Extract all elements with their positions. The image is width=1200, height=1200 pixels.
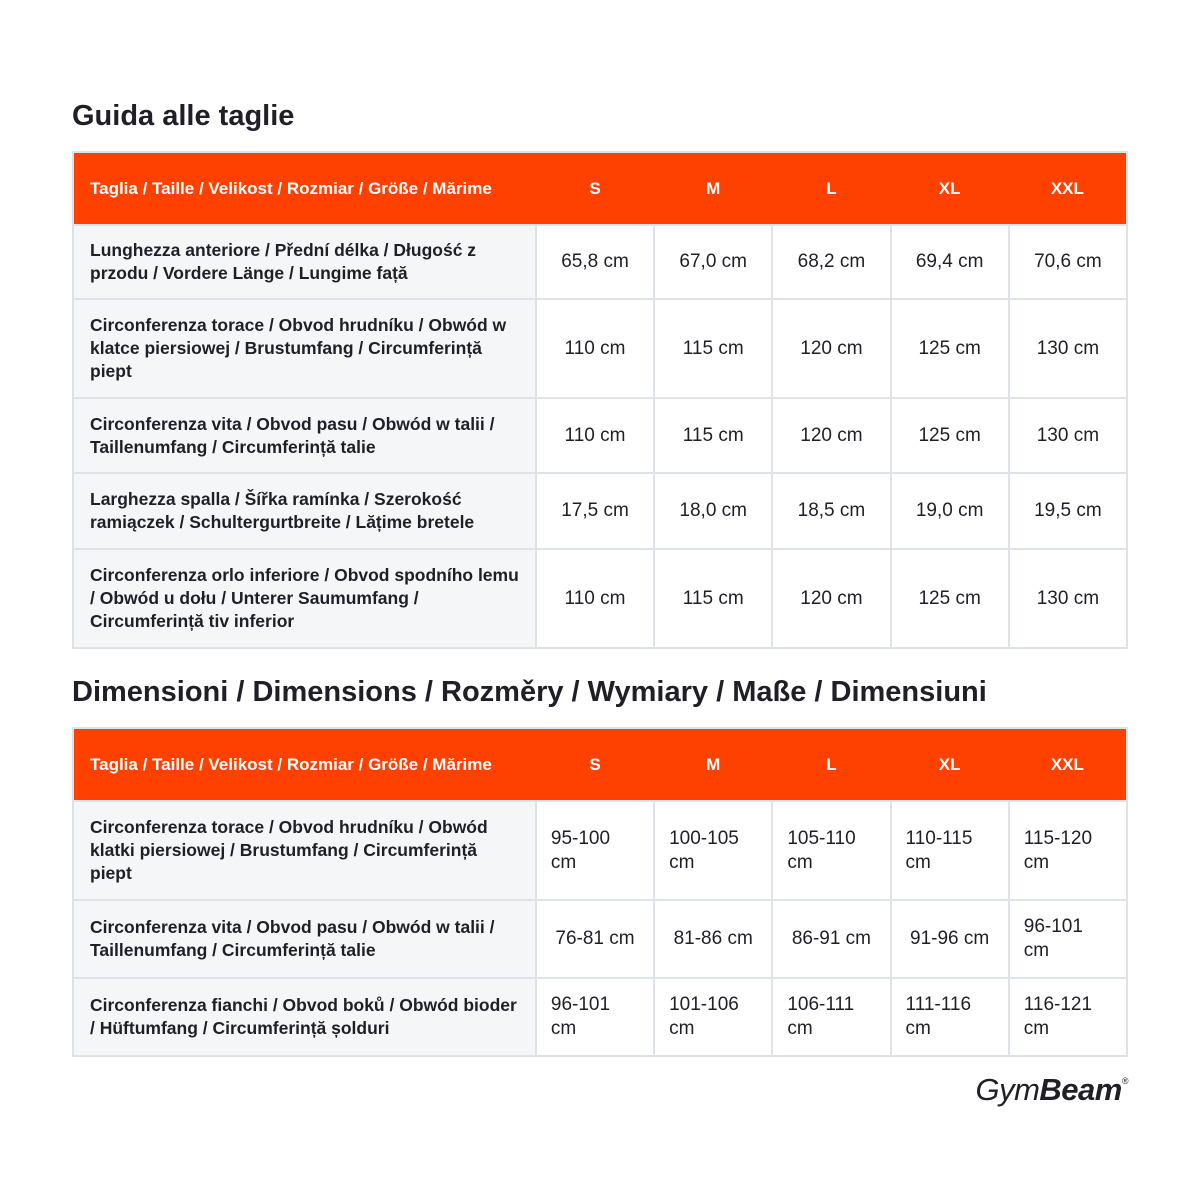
- header-size-s: S: [536, 152, 654, 225]
- size-guide-title: Guida alle taglie: [72, 100, 295, 132]
- cell-value: 115 cm: [654, 398, 772, 473]
- row-label: Circonferenza torace / Obvod hrudníku / Obwód klatki piersiowej / Brustumfang / Circumferință piept: [73, 801, 536, 900]
- header-size-xxl: XXL: [1009, 152, 1127, 225]
- cell-value: 96-101 cm: [536, 978, 654, 1056]
- size-guide-table: [72, 151, 1128, 649]
- row-label: Circonferenza vita / Obvod pasu / Obwód w talii / Taillenumfang / Circumferință talie: [73, 398, 536, 473]
- cell-value: 105-110 cm: [772, 801, 890, 900]
- cell-value: 19,5 cm: [1009, 473, 1127, 549]
- header-size-label: Taglia / Taille / Velikost / Rozmiar / Größe / Mărime: [73, 152, 536, 225]
- cell-value: 110 cm: [536, 398, 654, 473]
- cell-value: 95-100 cm: [536, 801, 654, 900]
- cell-value: 110 cm: [536, 299, 654, 398]
- cell-value: 91-96 cm: [891, 900, 1009, 978]
- table-row: [73, 900, 1127, 978]
- row-label: Circonferenza orlo inferiore / Obvod spodního lemu / Obwód u dołu / Unterer Saumumfang / Circumferință tiv inferior: [73, 549, 536, 648]
- cell-value: 125 cm: [891, 398, 1009, 473]
- row-label: Circonferenza vita / Obvod pasu / Obwód w talii / Taillenumfang / Circumferință talie: [73, 900, 536, 978]
- cell-value: 69,4 cm: [891, 225, 1009, 299]
- header-size-m: M: [654, 152, 772, 225]
- cell-value: 106-111 cm: [772, 978, 890, 1056]
- registered-mark: ®: [1121, 1076, 1128, 1086]
- cell-value: 115 cm: [654, 549, 772, 648]
- cell-value: 67,0 cm: [654, 225, 772, 299]
- cell-value: 120 cm: [772, 299, 890, 398]
- row-label: Lunghezza anteriore / Přední délka / Długość z przodu / Vordere Länge / Lungime față: [73, 225, 536, 299]
- cell-value: 65,8 cm: [536, 225, 654, 299]
- cell-value: 115-120 cm: [1009, 801, 1127, 900]
- cell-value: 110 cm: [536, 549, 654, 648]
- cell-value: 101-106 cm: [654, 978, 772, 1056]
- cell-value: 68,2 cm: [772, 225, 890, 299]
- cell-value: 125 cm: [891, 299, 1009, 398]
- cell-value: 70,6 cm: [1009, 225, 1127, 299]
- table-row: [73, 549, 1127, 648]
- dimensions-table: [72, 727, 1128, 1057]
- header-size-m: M: [654, 728, 772, 801]
- header-size-s: S: [536, 728, 654, 801]
- cell-value: 115 cm: [654, 299, 772, 398]
- header-size-xl: XL: [891, 152, 1009, 225]
- cell-value: 81-86 cm: [654, 900, 772, 978]
- row-label: Circonferenza torace / Obvod hrudníku / Obwód w klatce piersiowej / Brustumfang / Circumferință piept: [73, 299, 536, 398]
- table-header-row: [73, 152, 1127, 225]
- header-size-l: L: [772, 728, 890, 801]
- table-row: [73, 978, 1127, 1056]
- header-size-xl: XL: [891, 728, 1009, 801]
- cell-value: 76-81 cm: [536, 900, 654, 978]
- cell-value: 120 cm: [772, 549, 890, 648]
- dimensions-title: Dimensioni / Dimensions / Rozměry / Wymiary / Maße / Dimensiuni: [72, 676, 987, 708]
- table-header-row: [73, 728, 1127, 801]
- cell-value: 18,5 cm: [772, 473, 890, 549]
- table-row: [73, 225, 1127, 299]
- gymbeam-logo: [975, 1072, 1128, 1108]
- cell-value: 110-115 cm: [891, 801, 1009, 900]
- table-row: [73, 473, 1127, 549]
- cell-value: 130 cm: [1009, 398, 1127, 473]
- cell-value: 96-101 cm: [1009, 900, 1127, 978]
- cell-value: 111-116 cm: [891, 978, 1009, 1056]
- cell-value: 120 cm: [772, 398, 890, 473]
- table-row: [73, 398, 1127, 473]
- cell-value: 86-91 cm: [772, 900, 890, 978]
- cell-value: 18,0 cm: [654, 473, 772, 549]
- header-size-xxl: XXL: [1009, 728, 1127, 801]
- table-row: [73, 299, 1127, 398]
- logo-text-gym: Gym: [975, 1072, 1040, 1107]
- header-size-label: Taglia / Taille / Velikost / Rozmiar / Größe / Mărime: [73, 728, 536, 801]
- cell-value: 17,5 cm: [536, 473, 654, 549]
- header-size-l: L: [772, 152, 890, 225]
- cell-value: 130 cm: [1009, 549, 1127, 648]
- table-row: [73, 801, 1127, 900]
- cell-value: 19,0 cm: [891, 473, 1009, 549]
- cell-value: 100-105 cm: [654, 801, 772, 900]
- logo-text-beam: Beam: [1039, 1072, 1122, 1107]
- cell-value: 116-121 cm: [1009, 978, 1127, 1056]
- row-label: Larghezza spalla / Šířka ramínka / Szerokość ramiączek / Schultergurtbreite / Lățime bretele: [73, 473, 536, 549]
- cell-value: 125 cm: [891, 549, 1009, 648]
- row-label: Circonferenza fianchi / Obvod boků / Obwód bioder / Hüftumfang / Circumferință șolduri: [73, 978, 536, 1056]
- cell-value: 130 cm: [1009, 299, 1127, 398]
